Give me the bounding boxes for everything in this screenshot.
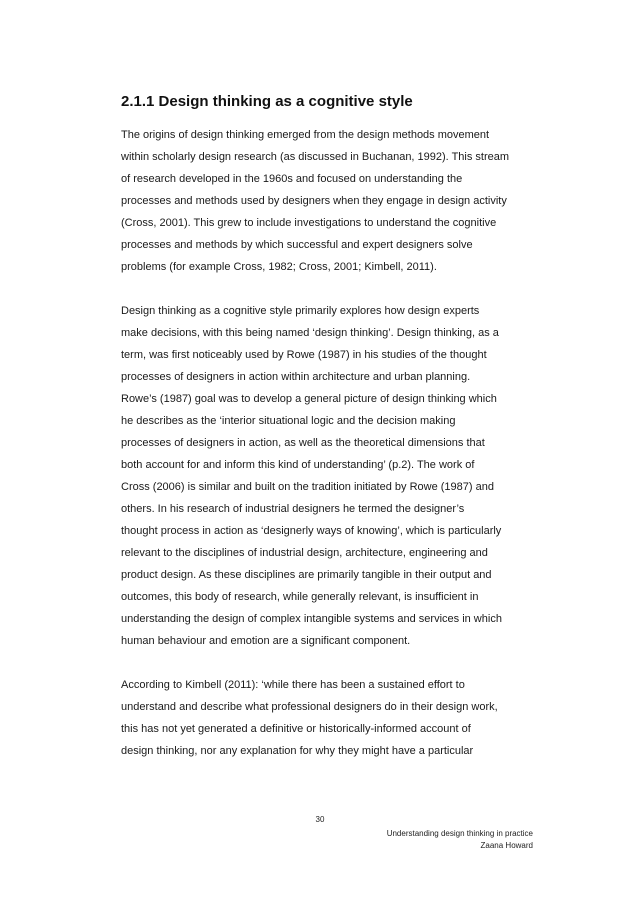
text-line: outcomes, this body of research, while generally relevant, is insufficient in: [121, 591, 479, 603]
text-line: processes of designers in action within architecture and urban planning.: [121, 371, 471, 383]
paragraph: [121, 124, 541, 278]
text-line: Rowe’s (1987) goal was to develop a general picture of design thinking which: [121, 393, 497, 405]
text-line: understanding the design of complex intangible systems and services in which: [121, 613, 502, 625]
text-line: Cross (2006) is similar and built on the tradition initiated by Rowe (1987) and: [121, 481, 494, 493]
text-line: human behaviour and emotion are a significant component.: [121, 635, 411, 647]
paragraph: [121, 300, 541, 652]
paragraph: [121, 674, 541, 762]
text-line: product design. As these disciplines are primarily tangible in their output and: [121, 569, 492, 581]
text-line: (Cross, 2001). This grew to include investigations to understand the cognitive: [121, 217, 497, 229]
text-line: within scholarly design research (as discussed in Buchanan, 1992). This stream: [121, 151, 510, 163]
text-line: understand and describe what professional designers do in their design work,: [121, 701, 498, 713]
text-line: he describes as the ‘interior situational logic and the decision making: [121, 415, 456, 427]
text-line: of research developed in the 1960s and focused on understanding the: [121, 173, 463, 185]
text-line: others. In his research of industrial designers he termed the designer’s: [121, 503, 465, 515]
text-line: Design thinking as a cognitive style primarily explores how design experts: [121, 305, 480, 317]
text-line: both account for and inform this kind of understanding’ (p.2). The work of: [121, 459, 475, 471]
footer-title: Understanding design thinking in practice: [386, 829, 533, 838]
page-footer: [387, 828, 533, 852]
text-line: design thinking, nor any explanation for why they might have a particular: [121, 745, 474, 757]
text-line: problems (for example Cross, 1982; Cross, 2001; Kimbell, 2011).: [121, 261, 437, 273]
text-line: this has not yet generated a definitive or historically-informed account of: [121, 723, 471, 735]
text-line: relevant to the disciplines of industrial design, architecture, engineering and: [121, 547, 488, 559]
text-line: processes and methods by which successful and expert designers solve: [121, 239, 473, 251]
text-line: The origins of design thinking emerged from the design methods movement: [121, 129, 490, 141]
text-line: According to Kimbell (2011): ‘while there has been a sustained effort to: [121, 679, 465, 691]
text-line: make decisions, with this being named ‘design thinking’. Design thinking, as a: [121, 327, 499, 339]
text-line: processes of designers in action, as well as the theoretical dimensions that: [121, 437, 485, 449]
section-heading: 2.1.1 Design thinking as a cognitive style: [121, 93, 413, 110]
text-line: processes and methods used by designers when they engage in design activity: [121, 195, 507, 207]
page-number: 30: [315, 815, 325, 824]
text-line: term, was first noticeably used by Rowe (1987) in his studies of the thought: [121, 349, 487, 361]
footer-author: Zaana Howard: [480, 841, 533, 850]
body-text: [121, 124, 541, 784]
text-line: thought process in action as ‘designerly ways of knowing’, which is particularly: [121, 525, 502, 537]
